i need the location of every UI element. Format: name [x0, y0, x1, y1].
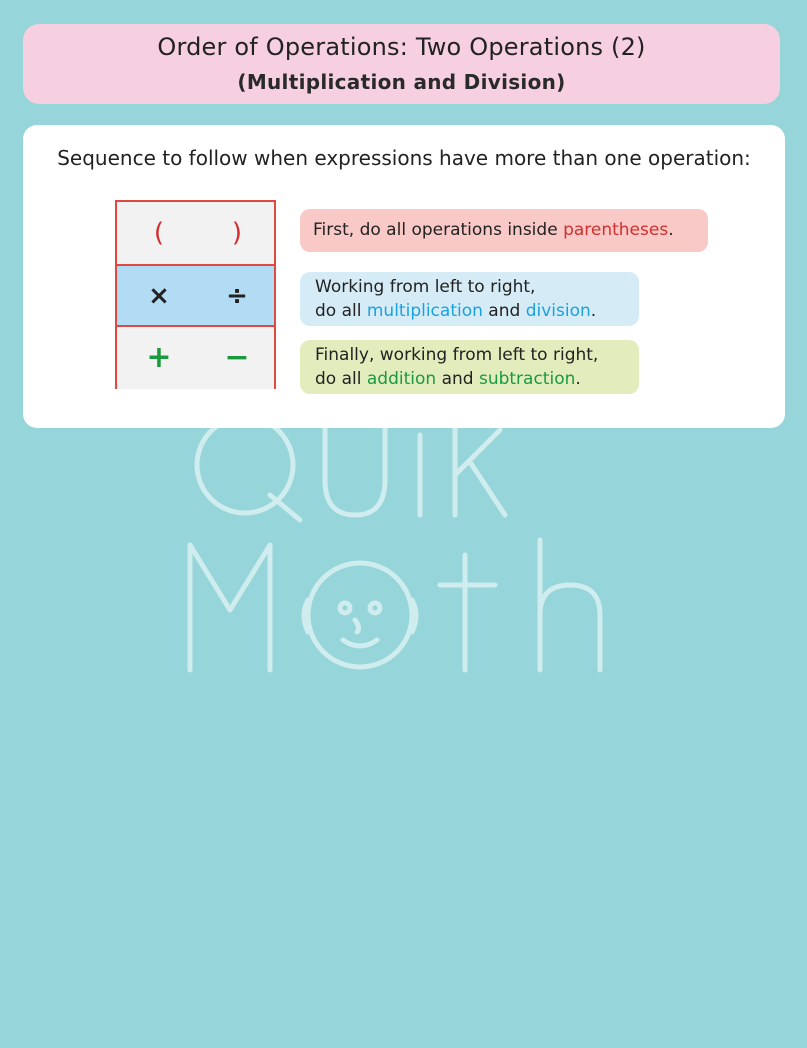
- operations-table: [115, 200, 276, 389]
- add-subtract-row: [117, 327, 274, 389]
- step3-highlight-subtraction: subtraction: [478, 369, 576, 389]
- parentheses-row: [117, 202, 274, 264]
- close-parenthesis-symbol: ): [231, 218, 243, 248]
- step1-highlight: parentheses: [563, 220, 669, 240]
- step1-text: First, do all operations inside: [313, 220, 564, 240]
- step3-line2: [315, 367, 624, 391]
- step1-period: .: [668, 220, 674, 240]
- content-card: [23, 125, 785, 428]
- title-card: [23, 24, 780, 104]
- step-add-subtract: [300, 340, 639, 394]
- page-subtitle: (Multiplication and Division): [237, 70, 566, 94]
- open-parenthesis-symbol: (: [153, 218, 165, 248]
- step3-middle: and: [436, 369, 479, 389]
- multiply-symbol: ×: [148, 280, 170, 311]
- step-multiply-divide: [300, 272, 639, 326]
- minus-symbol: −: [224, 340, 250, 375]
- step2-middle: and: [482, 301, 526, 321]
- step2-highlight-division: division: [525, 301, 591, 321]
- step3-prefix: do all: [315, 369, 367, 389]
- step3-suffix: .: [575, 369, 581, 389]
- lead-text: Sequence to follow when expressions have more than one operation:: [57, 146, 751, 170]
- step2-line2: [315, 299, 624, 323]
- step-parentheses: [300, 209, 708, 252]
- multiply-divide-row: [117, 264, 274, 327]
- step2-highlight-multiplication: multiplication: [366, 301, 483, 321]
- step3-line1: Finally, working from left to right,: [315, 345, 599, 365]
- plus-symbol: +: [146, 340, 172, 375]
- step3-highlight-addition: addition: [366, 369, 437, 389]
- divide-symbol: ÷: [226, 280, 248, 311]
- page-title: Order of Operations: Two Operations (2): [157, 33, 646, 61]
- step2-line1: Working from left to right,: [315, 277, 536, 297]
- step2-suffix: .: [590, 301, 597, 321]
- step2-prefix: do all: [315, 301, 367, 321]
